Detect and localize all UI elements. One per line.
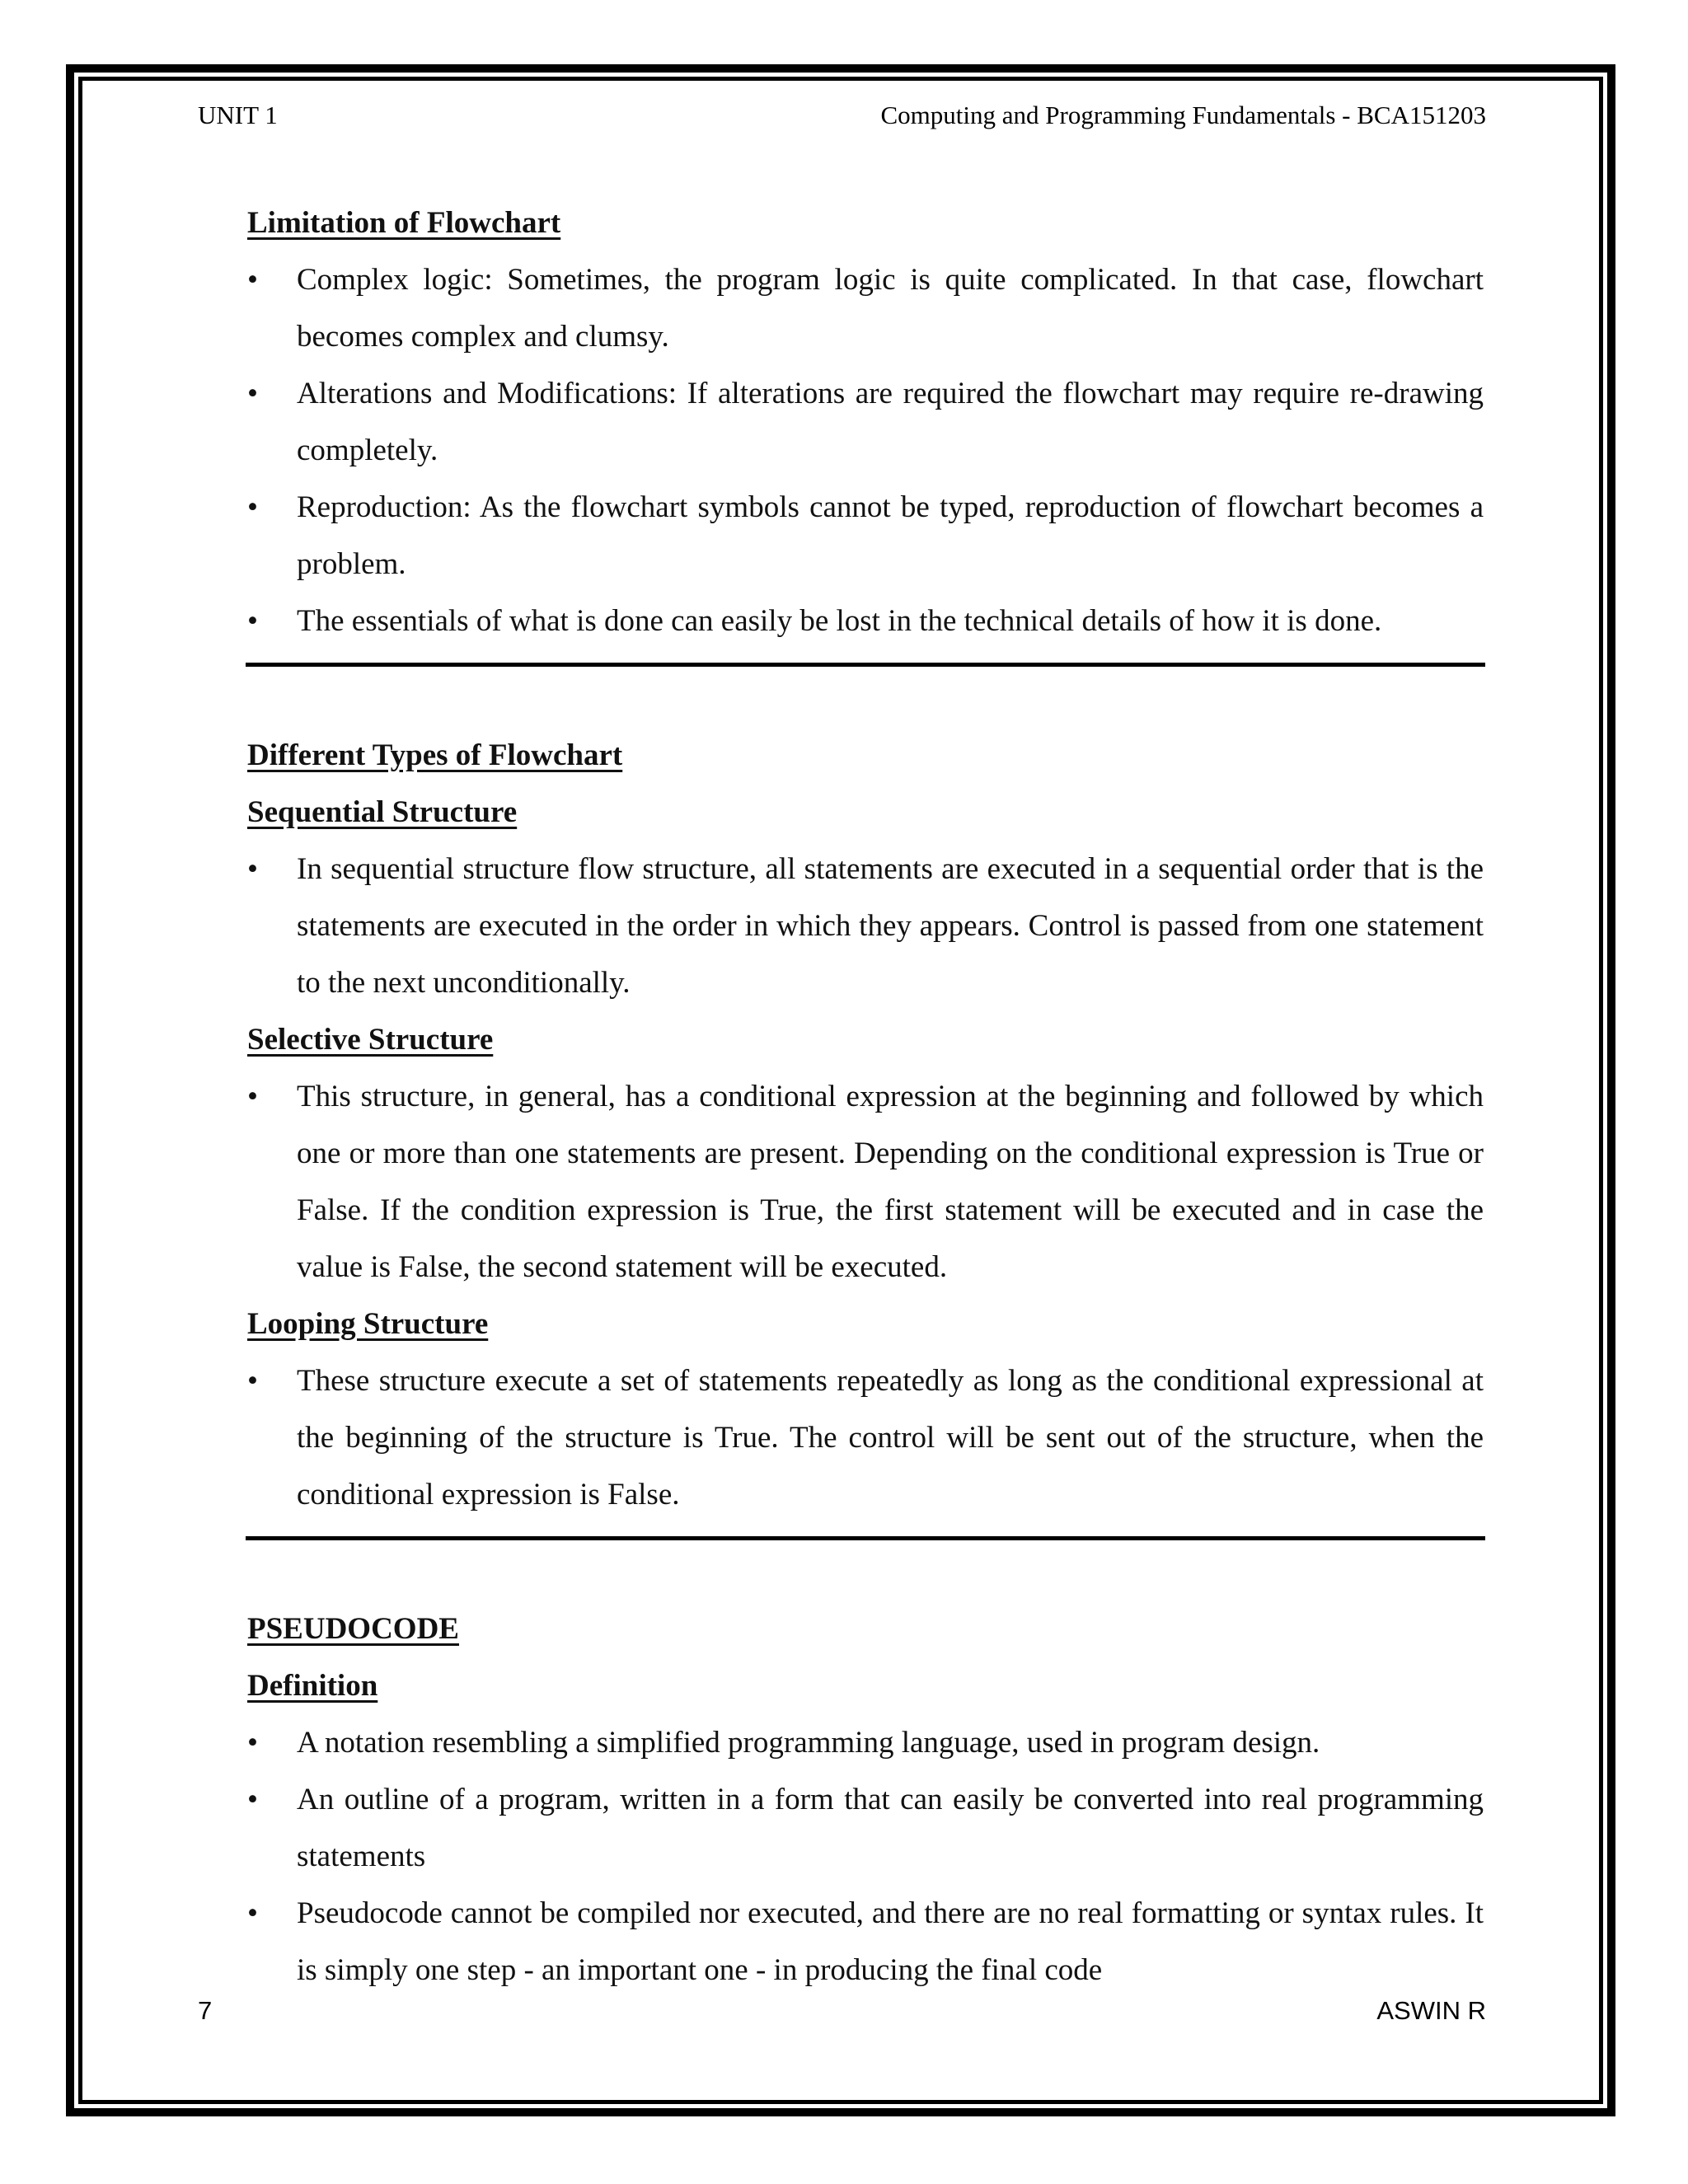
bullet-icon: •: [247, 604, 258, 638]
bullet-icon: •: [247, 1080, 258, 1113]
page-header: [198, 101, 1486, 130]
heading-limitations: Limitation of Flowchart: [247, 206, 561, 240]
bullet-icon: •: [247, 1364, 258, 1398]
bullet-icon: •: [247, 852, 258, 886]
list-item: • In sequential structure flow structure, all statements are executed in a sequential order that is the statements are executed in the order in which they appears. Control is passed from one statement to the next unconditionally.: [247, 841, 1484, 1011]
limitations-list: [247, 251, 1484, 649]
page-content: [247, 194, 1484, 1999]
author-name: ASWIN R: [1376, 1996, 1486, 2025]
list-item: • Alterations and Modifications: If alterations are required the flowchart may require re-drawing completely.: [247, 365, 1484, 479]
list-item: • Complex logic: Sometimes, the program logic is quite complicated. In that case, flowchart becomes complex and clumsy.: [247, 251, 1484, 365]
header-unit: UNIT 1: [198, 101, 278, 129]
bullet-icon: •: [247, 1896, 258, 1930]
looping-list: [247, 1352, 1484, 1523]
heading-selective: Selective Structure: [247, 1023, 494, 1057]
list-item: • This structure, in general, has a conditional expression at the beginning and followed by which one or more than one statements are present. Depending on the conditional expression is True or False. If the condition expression is True, the first statement will be executed and in case the value is False, the second statement will be executed.: [247, 1068, 1484, 1296]
pseudocode-list: [247, 1714, 1484, 1999]
heading-pseudocode: PSEUDOCODE: [247, 1612, 459, 1646]
list-item: • Reproduction: As the flowchart symbols cannot be typed, reproduction of flowchart becomes a problem.: [247, 479, 1484, 593]
bullet-icon: •: [247, 377, 258, 410]
selective-list: [247, 1068, 1484, 1296]
page-number: 7: [198, 1996, 213, 2025]
bullet-icon: •: [247, 490, 258, 524]
sequential-list: [247, 841, 1484, 1011]
list-item: • Pseudocode cannot be compiled nor executed, and there are no real formatting or syntax rules. It is simply one step - an important one - in producing the final code: [247, 1885, 1484, 1999]
heading-definition: Definition: [247, 1669, 378, 1703]
heading-types: Different Types of Flowchart: [247, 738, 623, 772]
heading-sequential: Sequential Structure: [247, 795, 518, 829]
bullet-icon: •: [247, 263, 258, 297]
list-item: • A notation resembling a simplified programming language, used in program design.: [247, 1714, 1484, 1771]
list-item: • The essentials of what is done can easily be lost in the technical details of how it is done.: [247, 593, 1484, 649]
list-item: • These structure execute a set of statements repeatedly as long as the conditional expressional at the beginning of the structure is True. The control will be sent out of the structure, when the conditional expression is False.: [247, 1352, 1484, 1523]
heading-looping: Looping Structure: [247, 1307, 489, 1341]
list-item: • An outline of a program, written in a form that can easily be converted into real programming statements: [247, 1771, 1484, 1885]
page-footer: [198, 1996, 1486, 2026]
bullet-icon: •: [247, 1783, 258, 1816]
header-course-title: Computing and Programming Fundamentals - BCA151203: [880, 101, 1486, 129]
bullet-icon: •: [247, 1726, 258, 1760]
